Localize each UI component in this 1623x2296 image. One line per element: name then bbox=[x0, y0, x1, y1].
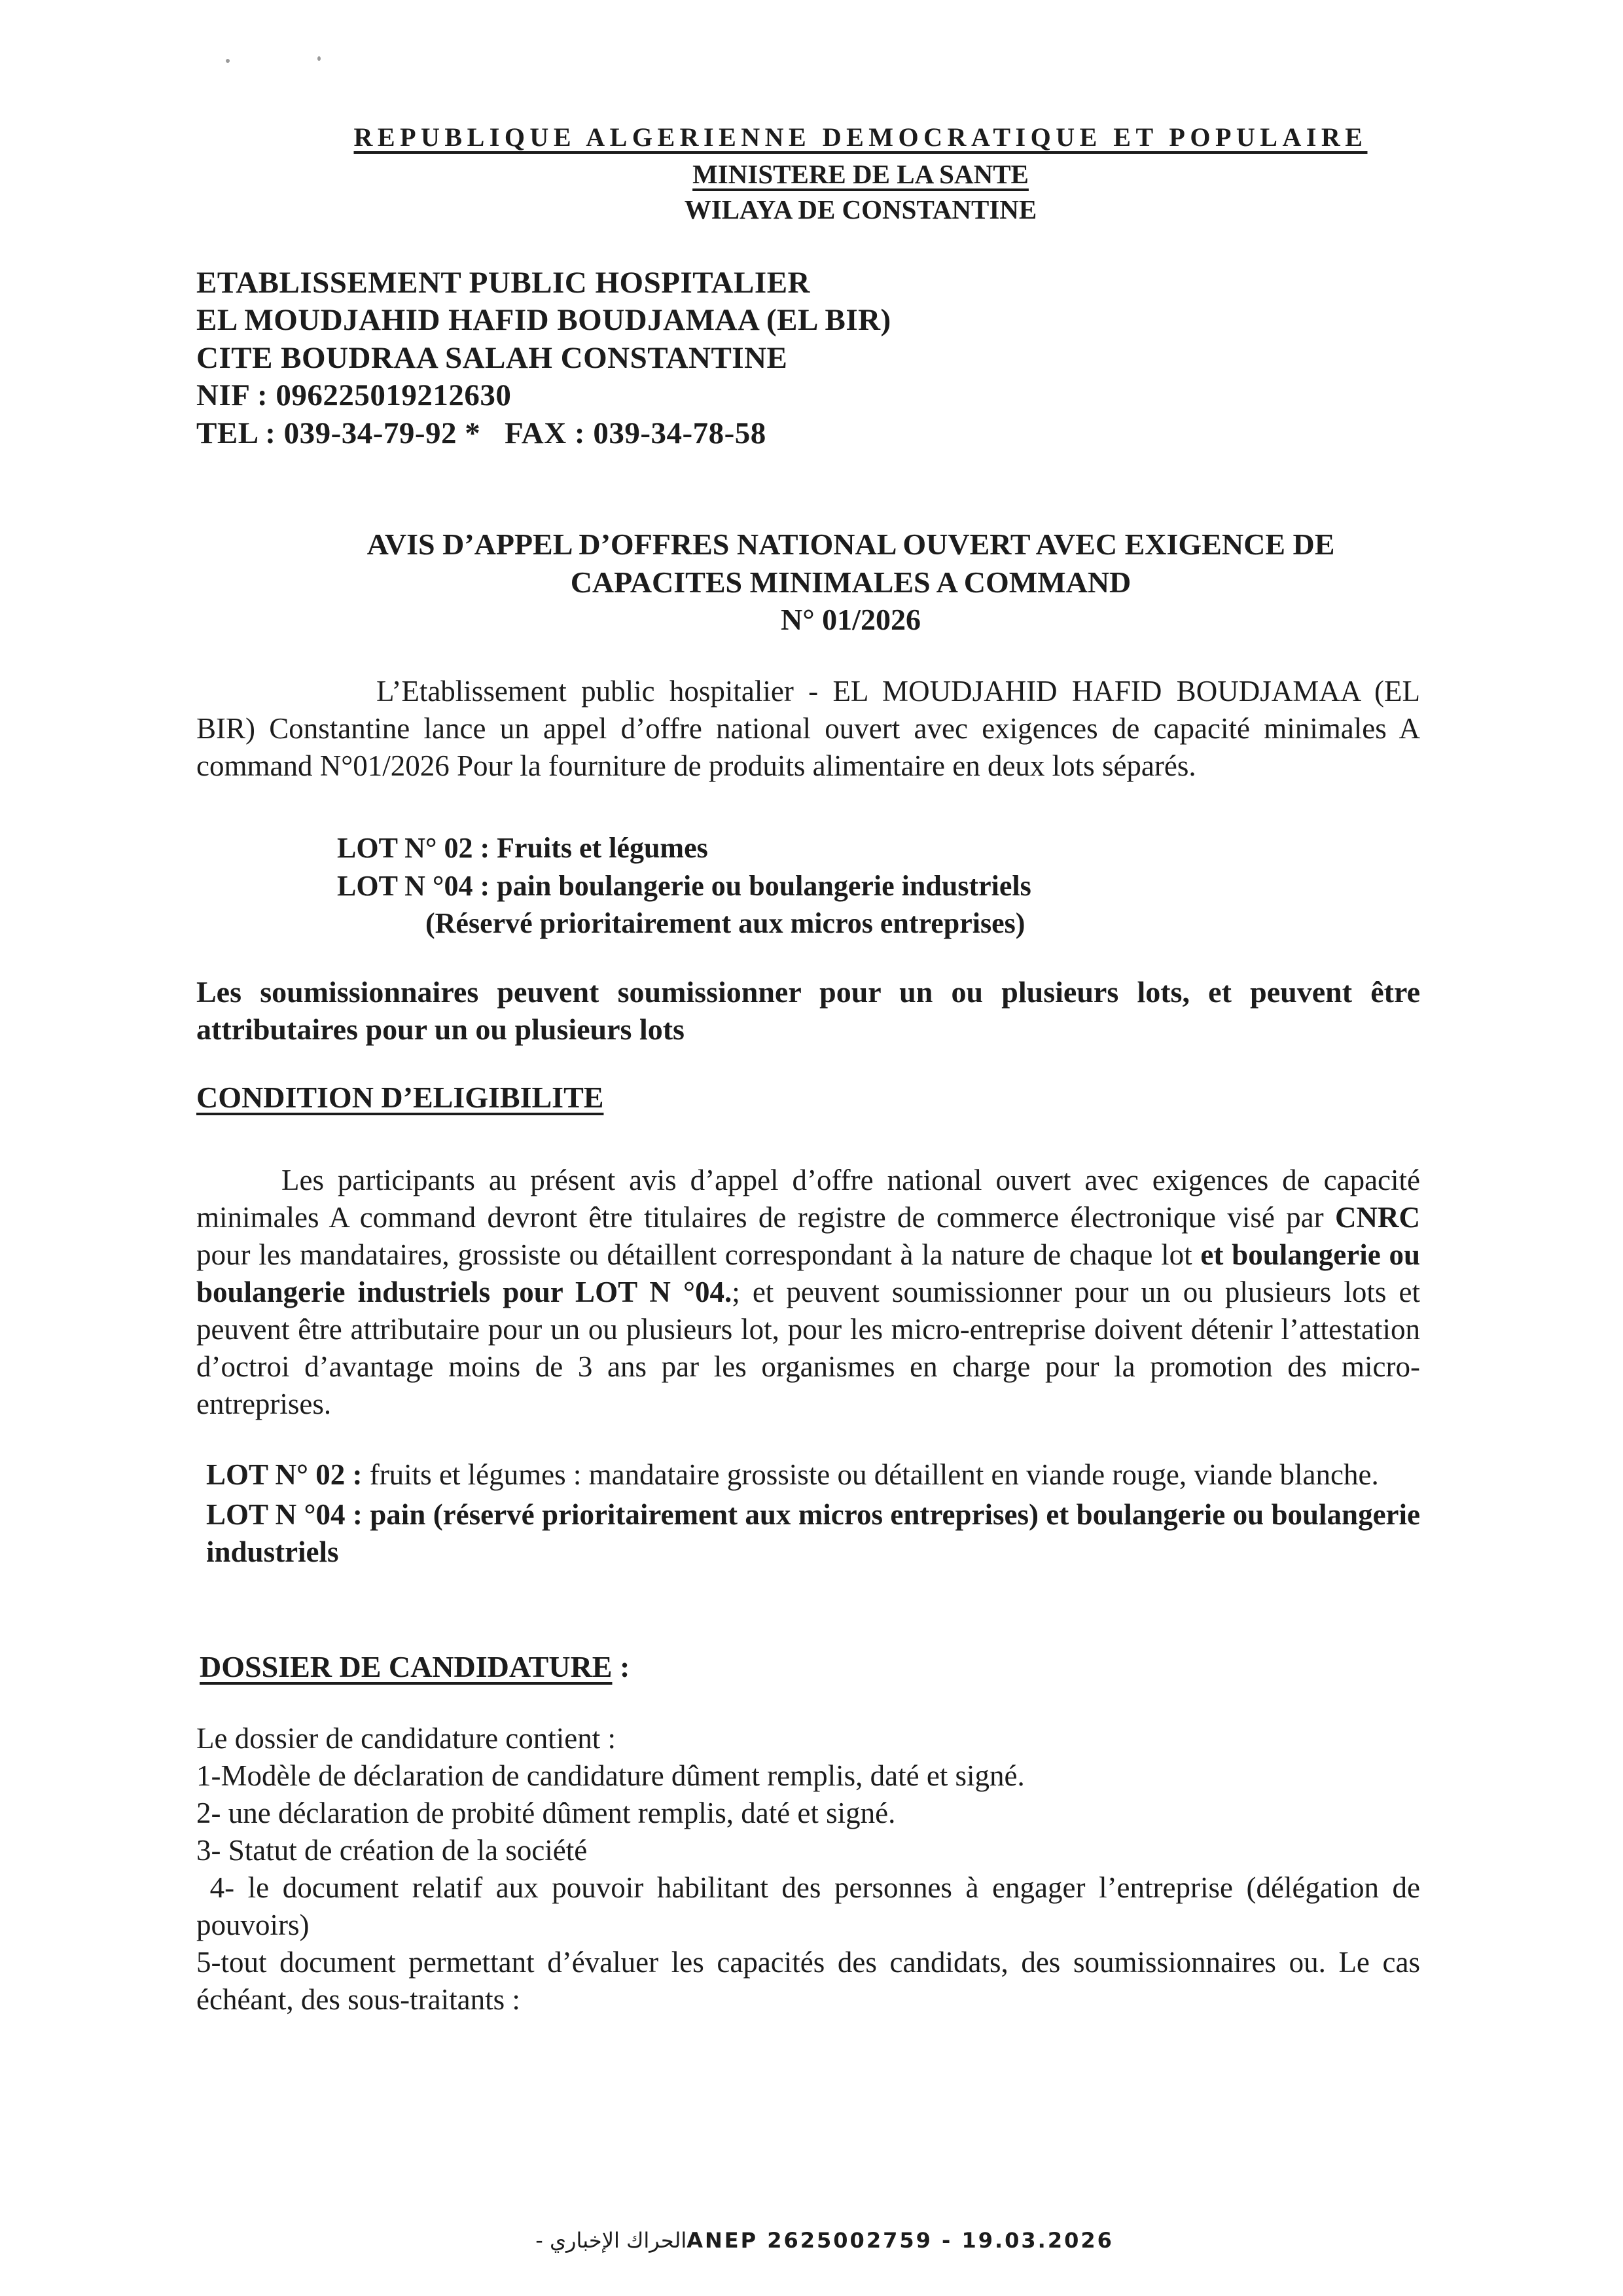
eligibility-text-start: Les participants au présent avis d’appel d’offre national ouvert avec exigences de capacité minimales A command devront être titulaires de registre de commerce électronique visé par bbox=[196, 1164, 1420, 1234]
eligibility-paragraph bbox=[196, 1162, 1420, 1423]
eligibility-text-mid: pour les mandataires, grossiste ou détaillent correspondant à la nature de chaque lot bbox=[196, 1238, 1201, 1271]
footer-arabic: الحراك الإخباري - bbox=[529, 2228, 687, 2253]
eligibility-lots bbox=[206, 1456, 1420, 1571]
lot-02-line: LOT N° 02 : Fruits et légumes bbox=[337, 832, 708, 864]
dossier-item: 2- une déclaration de probité dûment remplis, daté et signé. bbox=[196, 1797, 896, 1829]
lot-04-reserved-note: (Réservé prioritairement aux micros entreprises) bbox=[425, 907, 1026, 939]
eligibility-lot02-label: LOT N° 02 : bbox=[206, 1458, 363, 1491]
dossier-item: 1-Modèle de déclaration de candidature dûment remplis, daté et signé. bbox=[196, 1759, 1025, 1792]
notice-title-line1: AVIS D’APPEL D’OFFRES NATIONAL OUVERT AVEC EXIGENCE DE bbox=[366, 528, 1335, 561]
dossier-heading-text: DOSSIER DE CANDIDATURE bbox=[200, 1650, 613, 1683]
wilaya-heading: WILAYA DE CONSTANTINE bbox=[684, 194, 1037, 224]
bidders-note: Les soumissionnaires peuvent soumissionner pour un ou plusieurs lots, et peuvent être attributaires pour un ou plusieurs lots bbox=[196, 975, 1420, 1046]
intro-text: L’Etablissement public hospitalier - EL MOUDJAHID HAFID BOUDJAMAA (EL BIR) Constantine lance un appel d’offre national ouvert avec exigences de capacité minimales A command N°01/2026 Pour la fourniture de produits alimentaire en deux lots séparés. bbox=[196, 675, 1420, 782]
scan-speck bbox=[226, 59, 230, 63]
establishment-address: CITE BOUDRAA SALAH CONSTANTINE bbox=[196, 341, 788, 375]
establishment-contact: TEL : 039-34-79-92 * FAX : 039-34-78-58 bbox=[196, 416, 766, 450]
eligibility-text-bold: et boulangerie ou boulangerie industriels pour LOT N °04. bbox=[196, 1238, 1420, 1308]
establishment-subname: EL MOUDJAHID HAFID BOUDJAMAA (EL BIR) bbox=[196, 303, 891, 337]
dossier-item: 5-tout document permettant d’évaluer les capacités des candidats, des soumissionnaires ou. Le cas échéant, des sous-traitants : bbox=[196, 1946, 1420, 2016]
dossier-list bbox=[196, 1720, 1428, 2018]
footer-reference bbox=[0, 2228, 1623, 2253]
notice-title-line2: CAPACITES MINIMALES A COMMAND bbox=[570, 565, 1132, 599]
republic-heading: REPUBLIQUE ALGERIENNE DEMOCRATIQUE ET POPULAIRE bbox=[353, 122, 1368, 152]
dossier-item: 3- Statut de création de la société bbox=[196, 1834, 588, 1867]
eligibility-lot02-text: fruits et légumes : mandataire grossiste ou détaillent en viande rouge, viande blanche. bbox=[362, 1458, 1379, 1491]
lot-04-line: LOT N °04 : pain boulangerie ou boulangerie industriels bbox=[337, 870, 1031, 902]
eligibility-heading: CONDITION D’ELIGIBILITE bbox=[196, 1081, 604, 1114]
establishment-nif: NIF : 096225019212630 bbox=[196, 378, 512, 412]
eligibility-cnrc: CNRC bbox=[1335, 1201, 1420, 1234]
dossier-heading-suffix: : bbox=[612, 1650, 630, 1683]
dossier-item: 4- le document relatif aux pouvoir habilitant des personnes à engager l’entreprise (délégation de pouvoirs) bbox=[196, 1871, 1428, 1941]
establishment-name: ETABLISSEMENT PUBLIC HOSPITALIER bbox=[196, 266, 810, 300]
eligibility-lot04-text: LOT N °04 : pain (réservé prioritairement aux micros entreprises) et boulangerie ou boulangerie industriels bbox=[206, 1498, 1420, 1568]
ministry-heading: MINISTERE DE LA SANTE bbox=[692, 159, 1029, 189]
eligibility-text-end: ; et peuvent soumissionner pour un ou plusieurs lots et peuvent être attributaire pour un ou plusieurs lot, pour les micro-entreprise doivent détenir l’attestation d’octroi d’avantage moins de 3 ans par les organismes en charge pour la promotion des micro-entreprises. bbox=[196, 1276, 1420, 1420]
scan-speck bbox=[317, 56, 321, 61]
notice-number: N° 01/2026 bbox=[781, 603, 921, 636]
dossier-heading bbox=[200, 1649, 630, 1684]
footer-anep: ANEP 2625002759 - 19.03.2026 bbox=[687, 2228, 1114, 2253]
intro-paragraph bbox=[196, 673, 1420, 785]
dossier-intro: Le dossier de candidature contient : bbox=[196, 1722, 616, 1755]
